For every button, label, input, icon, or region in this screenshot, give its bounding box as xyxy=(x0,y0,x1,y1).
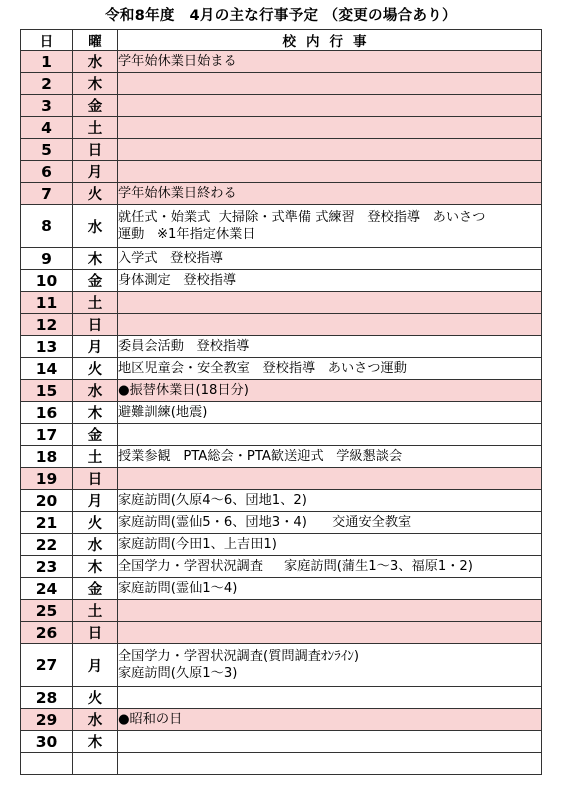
schedule-row xyxy=(21,644,542,687)
schedule-row xyxy=(21,183,542,205)
weekday-cell: 木 xyxy=(73,402,118,424)
event-cell: 委員会活動 登校指導 xyxy=(118,336,542,358)
schedule-row xyxy=(21,512,542,534)
weekday-cell: 日 xyxy=(73,622,118,644)
event-cell: ●振替休業日(18日分) xyxy=(118,380,542,402)
day-cell: 30 xyxy=(21,731,73,753)
day-cell: 21 xyxy=(21,512,73,534)
event-cell xyxy=(118,95,542,117)
blank-cell xyxy=(21,753,73,775)
schedule-row xyxy=(21,687,542,709)
schedule-rows xyxy=(21,51,542,753)
weekday-cell: 金 xyxy=(73,270,118,292)
schedule-row xyxy=(21,205,542,248)
weekday-cell: 月 xyxy=(73,161,118,183)
schedule-row xyxy=(21,270,542,292)
weekday-cell: 日 xyxy=(73,468,118,490)
header-day: 日 xyxy=(21,30,73,51)
event-cell: 身体測定 登校指導 xyxy=(118,270,542,292)
header-weekday: 曜 xyxy=(73,30,118,51)
weekday-cell: 木 xyxy=(73,73,118,95)
weekday-cell: 日 xyxy=(73,314,118,336)
event-cell: 全国学力・学習状況調査(質問調査ｵﾝﾗｲﾝ) 家庭訪問(久原1～3) xyxy=(118,644,542,687)
schedule-row xyxy=(21,336,542,358)
day-cell: 4 xyxy=(21,117,73,139)
event-cell xyxy=(118,117,542,139)
day-cell: 24 xyxy=(21,578,73,600)
day-cell: 8 xyxy=(21,205,73,248)
event-cell xyxy=(118,161,542,183)
schedule-row xyxy=(21,358,542,380)
page-title: 令和8年度 4月の主な行事予定 （変更の場合あり） xyxy=(105,8,457,24)
event-cell xyxy=(118,73,542,95)
schedule-row xyxy=(21,468,542,490)
day-cell: 16 xyxy=(21,402,73,424)
day-cell: 15 xyxy=(21,380,73,402)
event-cell xyxy=(118,139,542,161)
day-cell: 13 xyxy=(21,336,73,358)
header-events: 校内行事 xyxy=(118,30,542,51)
day-cell: 18 xyxy=(21,446,73,468)
event-cell: 家庭訪問(霊仙1～4) xyxy=(118,578,542,600)
day-cell: 29 xyxy=(21,709,73,731)
weekday-cell: 水 xyxy=(73,51,118,73)
event-cell xyxy=(118,424,542,446)
weekday-cell: 土 xyxy=(73,600,118,622)
weekday-cell: 木 xyxy=(73,731,118,753)
schedule-row xyxy=(21,248,542,270)
weekday-cell: 水 xyxy=(73,380,118,402)
schedule-row xyxy=(21,556,542,578)
day-cell: 14 xyxy=(21,358,73,380)
schedule-row xyxy=(21,380,542,402)
schedule-row xyxy=(21,578,542,600)
event-cell: 学年始休業日終わる xyxy=(118,183,542,205)
weekday-cell: 木 xyxy=(73,556,118,578)
schedule-row xyxy=(21,622,542,644)
weekday-cell: 金 xyxy=(73,95,118,117)
weekday-cell: 月 xyxy=(73,490,118,512)
day-cell: 9 xyxy=(21,248,73,270)
weekday-cell: 木 xyxy=(73,248,118,270)
event-cell: 家庭訪問(霊仙5・6、団地3・4) 交通安全教室 xyxy=(118,512,542,534)
event-cell: 地区児童会・安全教室 登校指導 あいさつ運動 xyxy=(118,358,542,380)
event-cell xyxy=(118,468,542,490)
event-cell: 入学式 登校指導 xyxy=(118,248,542,270)
day-cell: 12 xyxy=(21,314,73,336)
event-cell xyxy=(118,731,542,753)
blank-row xyxy=(21,753,542,775)
schedule-row xyxy=(21,117,542,139)
header-row xyxy=(21,30,542,51)
day-cell: 10 xyxy=(21,270,73,292)
weekday-cell: 土 xyxy=(73,446,118,468)
day-cell: 5 xyxy=(21,139,73,161)
day-cell: 7 xyxy=(21,183,73,205)
schedule-row xyxy=(21,490,542,512)
day-cell: 2 xyxy=(21,73,73,95)
event-cell: 全国学力・学習状況調査 家庭訪問(蒲生1～3、福原1・2) xyxy=(118,556,542,578)
event-cell: 就任式・始業式 大掃除・式準備 式練習 登校指導 あいさつ 運動 ※1年指定休業日 xyxy=(118,205,542,248)
weekday-cell: 水 xyxy=(73,205,118,248)
weekday-cell: 土 xyxy=(73,117,118,139)
event-cell: 授業参観 PTA総会・PTA歓送迎式 学級懇談会 xyxy=(118,446,542,468)
schedule-row xyxy=(21,709,542,731)
event-cell xyxy=(118,600,542,622)
day-cell: 11 xyxy=(21,292,73,314)
weekday-cell: 火 xyxy=(73,512,118,534)
schedule-row xyxy=(21,402,542,424)
event-cell: 家庭訪問(今田1、上吉田1) xyxy=(118,534,542,556)
schedule-row xyxy=(21,51,542,73)
weekday-cell: 水 xyxy=(73,709,118,731)
day-cell: 22 xyxy=(21,534,73,556)
weekday-cell: 日 xyxy=(73,139,118,161)
schedule-row xyxy=(21,161,542,183)
event-cell: 家庭訪問(久原4～6、団地1、2) xyxy=(118,490,542,512)
day-cell: 23 xyxy=(21,556,73,578)
schedule-row xyxy=(21,292,542,314)
day-cell: 19 xyxy=(21,468,73,490)
event-cell: ●昭和の日 xyxy=(118,709,542,731)
day-cell: 3 xyxy=(21,95,73,117)
event-cell xyxy=(118,292,542,314)
schedule-row xyxy=(21,446,542,468)
day-cell: 20 xyxy=(21,490,73,512)
schedule-row xyxy=(21,73,542,95)
schedule-row xyxy=(21,424,542,446)
weekday-cell: 土 xyxy=(73,292,118,314)
weekday-cell: 金 xyxy=(73,578,118,600)
event-cell xyxy=(118,314,542,336)
schedule-row xyxy=(21,139,542,161)
schedule-row xyxy=(21,314,542,336)
schedule-row xyxy=(21,731,542,753)
day-cell: 6 xyxy=(21,161,73,183)
day-cell: 27 xyxy=(21,644,73,687)
schedule-table xyxy=(20,29,542,775)
event-cell: 避難訓練(地震) xyxy=(118,402,542,424)
weekday-cell: 火 xyxy=(73,687,118,709)
event-cell: 学年始休業日始まる xyxy=(118,51,542,73)
weekday-cell: 水 xyxy=(73,534,118,556)
weekday-cell: 月 xyxy=(73,644,118,687)
day-cell: 1 xyxy=(21,51,73,73)
weekday-cell: 火 xyxy=(73,358,118,380)
day-cell: 26 xyxy=(21,622,73,644)
blank-cell xyxy=(73,753,118,775)
day-cell: 17 xyxy=(21,424,73,446)
schedule-row xyxy=(21,95,542,117)
weekday-cell: 月 xyxy=(73,336,118,358)
weekday-cell: 火 xyxy=(73,183,118,205)
blank-cell xyxy=(118,753,542,775)
day-cell: 25 xyxy=(21,600,73,622)
schedule-row xyxy=(21,534,542,556)
schedule-row xyxy=(21,600,542,622)
event-cell xyxy=(118,687,542,709)
day-cell: 28 xyxy=(21,687,73,709)
event-cell xyxy=(118,622,542,644)
weekday-cell: 金 xyxy=(73,424,118,446)
